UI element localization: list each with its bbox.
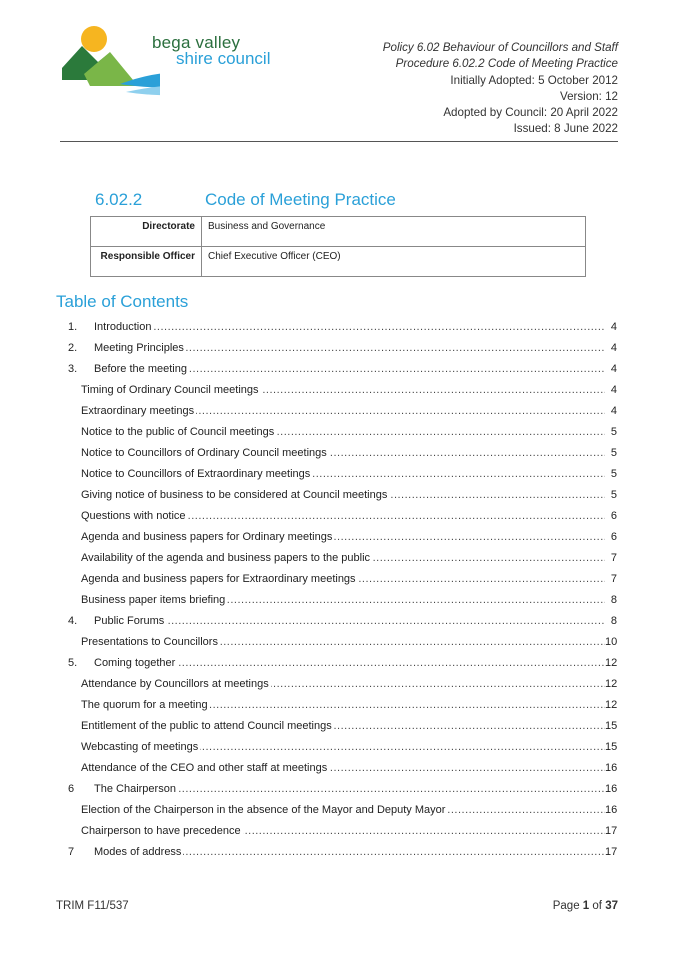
table-row <box>91 247 586 277</box>
toc-entry-text: Modes of address <box>94 846 182 858</box>
toc-entry[interactable] <box>68 696 617 717</box>
toc-entry[interactable] <box>68 822 617 843</box>
toc-entry-number: 6 <box>68 783 75 795</box>
info-value: Chief Executive Officer (CEO) <box>202 247 586 277</box>
toc-entry-page: 12 <box>605 675 617 693</box>
toc-entry-page: 5 <box>605 444 617 462</box>
toc-entry-page: 17 <box>605 843 617 861</box>
toc-entry[interactable] <box>68 318 617 339</box>
toc-entry-title <box>81 591 605 609</box>
table-of-contents <box>68 318 617 864</box>
logo-text-line2: shire council <box>176 49 271 68</box>
toc-entry-page: 16 <box>605 759 617 777</box>
initially-adopted: Initially Adopted: 5 October 2012 <box>450 73 618 87</box>
toc-entry[interactable] <box>68 570 617 591</box>
toc-entry-text: Introduction <box>94 321 152 333</box>
toc-entry-text: Giving notice of business to be considered at Council meetings <box>81 489 388 501</box>
toc-entry[interactable] <box>68 381 617 402</box>
toc-entry-text: Attendance of the CEO and other staff at meetings <box>81 762 328 774</box>
toc-entry-page: 4 <box>605 318 617 336</box>
info-label: Directorate <box>91 217 202 247</box>
toc-entry-text: Agenda and business papers for Extraordinary meetings <box>81 573 356 585</box>
toc-entry-page: 5 <box>605 423 617 441</box>
toc-entry-number: 1. <box>68 321 78 333</box>
toc-entry-text: Attendance by Councillors at meetings <box>81 678 269 690</box>
toc-entry-title <box>68 360 605 378</box>
toc-entry-page: 4 <box>605 339 617 357</box>
toc-entry-title <box>81 633 605 651</box>
toc-entry-title <box>68 339 605 357</box>
adopted-by-council: Adopted by Council: 20 April 2022 <box>443 106 618 120</box>
toc-entry-page: 4 <box>605 402 617 420</box>
issued-date: Issued: 8 June 2022 <box>513 122 618 136</box>
toc-entry-title <box>68 780 605 798</box>
toc-entry-text: Entitlement of the public to attend Council meetings <box>81 720 332 732</box>
toc-entry-title <box>81 381 605 399</box>
page-number <box>553 900 618 912</box>
toc-entry[interactable] <box>68 465 617 486</box>
toc-entry-title <box>68 612 605 630</box>
toc-entry-title <box>81 759 605 777</box>
toc-entry-number: 2. <box>68 342 78 354</box>
toc-entry-text: Availability of the agenda and business papers to the public <box>81 552 371 564</box>
council-logo <box>60 22 280 100</box>
procedure-name: Procedure 6.02.2 Code of Meeting Practice <box>395 57 618 71</box>
current-page: 1 <box>582 900 590 912</box>
total-pages: 37 <box>605 900 618 912</box>
toc-entry[interactable] <box>68 339 617 360</box>
toc-entry-page: 6 <box>605 528 617 546</box>
of-label: of <box>592 900 602 912</box>
landscape-logo-icon <box>60 22 160 100</box>
toc-entry-text: Chairperson to have precedence <box>81 825 241 837</box>
toc-entry-text: The quorum for a meeting <box>81 699 208 711</box>
toc-entry-title <box>68 318 605 336</box>
toc-entry[interactable] <box>68 444 617 465</box>
header-divider <box>60 141 618 142</box>
toc-entry-text: Coming together <box>94 657 176 669</box>
toc-entry-page: 10 <box>605 633 617 651</box>
toc-entry-text: Business paper items briefing <box>81 594 226 606</box>
toc-entry-title <box>68 654 605 672</box>
toc-entry[interactable] <box>68 549 617 570</box>
toc-entry-text: Meeting Principles <box>94 342 184 354</box>
toc-entry-title <box>81 822 605 840</box>
toc-entry[interactable] <box>68 402 617 423</box>
toc-entry-text: Webcasting of meetings <box>81 741 199 753</box>
toc-entry-title <box>81 507 605 525</box>
toc-entry-page: 16 <box>605 780 617 798</box>
info-value: Business and Governance <box>202 217 586 247</box>
toc-entry[interactable] <box>68 738 617 759</box>
toc-entry-page: 7 <box>605 549 617 567</box>
toc-entry-title <box>68 843 605 861</box>
toc-entry-page: 17 <box>605 822 617 840</box>
toc-entry-page: 4 <box>605 381 617 399</box>
toc-entry-text: Notice to Councillors of Extraordinary meetings <box>81 468 311 480</box>
toc-entry[interactable] <box>68 528 617 549</box>
toc-entry-page: 16 <box>605 801 617 819</box>
toc-entry-text: Before the meeting <box>94 363 187 375</box>
toc-entry-text: Public Forums <box>94 615 165 627</box>
toc-entry-title <box>81 402 605 420</box>
toc-entry-page: 4 <box>605 360 617 378</box>
toc-entry-text: Timing of Ordinary Council meetings <box>81 384 259 396</box>
toc-entry-text: Extraordinary meetings <box>81 405 195 417</box>
toc-entry-page: 8 <box>605 591 617 609</box>
toc-entry[interactable] <box>68 423 617 444</box>
procedure-number: 6.02.2 <box>95 190 143 209</box>
toc-entry-title <box>81 528 605 546</box>
toc-entry-title <box>81 444 605 462</box>
version: Version: 12 <box>559 89 618 103</box>
toc-entry-title <box>81 465 605 483</box>
toc-entry[interactable] <box>68 591 617 612</box>
toc-entry-page: 12 <box>605 696 617 714</box>
toc-entry-page: 15 <box>605 717 617 735</box>
toc-entry-text: Presentations to Councillors <box>81 636 218 648</box>
toc-entry[interactable] <box>68 654 617 675</box>
toc-entry[interactable] <box>68 675 617 696</box>
toc-entry-title <box>81 423 605 441</box>
toc-entry-text: Election of the Chairperson in the absence of the Mayor and Deputy Mayor <box>81 804 446 816</box>
toc-entry-page: 6 <box>605 507 617 525</box>
info-label: Responsible Officer <box>91 247 202 277</box>
toc-entry-title <box>81 738 605 756</box>
toc-entry-text: The Chairperson <box>94 783 176 795</box>
info-table <box>90 216 586 277</box>
toc-entry[interactable] <box>68 486 617 507</box>
toc-entry-number: 5. <box>68 657 78 669</box>
toc-entry-page: 15 <box>605 738 617 756</box>
toc-entry[interactable] <box>68 507 617 528</box>
toc-entry-title <box>81 570 605 588</box>
toc-entry-page: 7 <box>605 570 617 588</box>
toc-entry-number: 3. <box>68 363 78 375</box>
toc-entry[interactable] <box>68 717 617 738</box>
toc-entry-title <box>81 696 605 714</box>
toc-entry-text: Notice to the public of Council meetings <box>81 426 275 438</box>
toc-entry-title <box>81 717 605 735</box>
toc-entry-number: 4. <box>68 615 78 627</box>
toc-entry-page: 8 <box>605 612 617 630</box>
toc-entry[interactable] <box>68 759 617 780</box>
toc-entry-title <box>81 801 605 819</box>
toc-entry-number: 7 <box>68 846 75 858</box>
toc-entry-page: 5 <box>605 465 617 483</box>
toc-entry-title <box>81 675 605 693</box>
toc-entry[interactable] <box>68 843 617 864</box>
procedure-heading <box>95 190 396 210</box>
toc-entry-text: Notice to Councillors of Ordinary Council meetings <box>81 447 327 459</box>
procedure-title: Code of Meeting Practice <box>205 190 396 209</box>
toc-entry[interactable] <box>68 801 617 822</box>
toc-entry-page: 5 <box>605 486 617 504</box>
toc-entry-text: Agenda and business papers for Ordinary meetings <box>81 531 333 543</box>
toc-entry-title <box>81 486 605 504</box>
toc-entry-title <box>81 549 605 567</box>
table-row <box>91 217 586 247</box>
logo-text-line1: bega valley <box>152 33 241 52</box>
toc-entry-page: 12 <box>605 654 617 672</box>
toc-entry[interactable] <box>68 780 617 801</box>
page-label: Page <box>552 900 580 912</box>
trim-reference: TRIM F11/537 <box>56 900 129 912</box>
toc-entry[interactable] <box>68 612 617 633</box>
policy-name: Policy 6.02 Behaviour of Councillors and Staff <box>382 41 618 54</box>
document-header <box>383 40 618 138</box>
toc-entry-text: Questions with notice <box>81 510 186 522</box>
toc-entry[interactable] <box>68 633 617 654</box>
toc-entry[interactable] <box>68 360 617 381</box>
toc-title: Table of Contents <box>56 292 189 311</box>
